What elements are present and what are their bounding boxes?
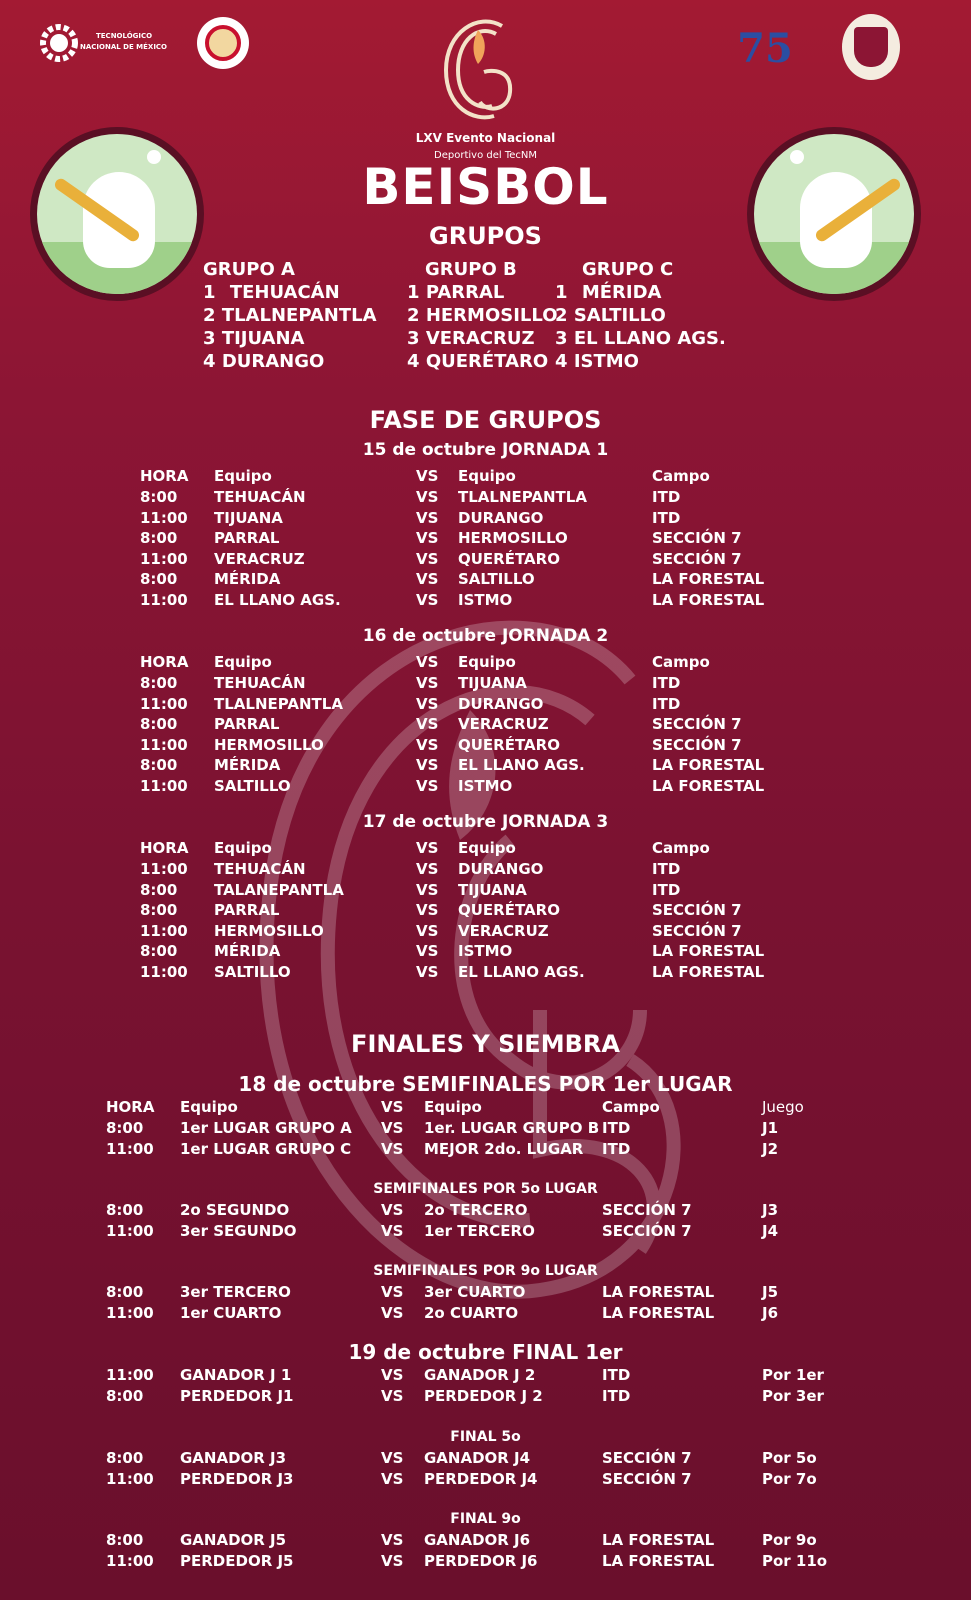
cell-vs: VS (416, 529, 439, 548)
cell-equipo2: QUERÉTARO (458, 735, 560, 754)
header-campo: Campo (652, 839, 710, 857)
cell-hora: 8:00 (140, 674, 178, 692)
day-title: 17 de octubre JORNADA 3 (362, 812, 609, 832)
team-name: HERMOSILLO (425, 305, 558, 326)
cell-equipo1: 1er CUARTO (180, 1303, 282, 1322)
group-a (203, 258, 295, 281)
cell-equipo2: 1er. LUGAR GRUPO B (424, 1119, 600, 1137)
team-number: 3 (555, 328, 568, 349)
table-row (0, 1552, 971, 1572)
team-number: 4 (407, 351, 420, 372)
team-row (407, 350, 558, 373)
header-campo: Campo (652, 653, 710, 671)
team-number: 3 (407, 328, 420, 349)
table-row (0, 1201, 971, 1221)
cell-equipo1: TLALNEPANTLA (214, 694, 343, 713)
cell-campo: LA FORESTAL (652, 942, 765, 961)
table-row (0, 881, 971, 901)
cell-equipo1: PERDEDOR J3 (180, 1469, 294, 1488)
cell-vs: VS (416, 921, 439, 940)
table-header (0, 467, 971, 487)
cell-equipo2: MEJOR 2do. LUGAR (424, 1139, 584, 1158)
lxv-emblem-icon (438, 12, 526, 124)
team-number: 2 (203, 305, 216, 326)
cell-campo: SECCIÓN 7 (652, 921, 742, 940)
team-row (203, 327, 377, 350)
cell-equipo1: GANADOR J3 (180, 1449, 287, 1467)
cell-equipo1: GANADOR J5 (180, 1531, 287, 1549)
group-name: GRUPO B (425, 259, 517, 280)
cell-equipo2: TIJUANA (458, 880, 527, 899)
cell-equipo2: QUERÉTARO (458, 549, 560, 568)
cell-equipo2: PERDEDOR J 2 (424, 1386, 543, 1405)
cell-equipo1: MÉRIDA (214, 942, 281, 961)
cell-equipo1: TEHUACÁN (214, 488, 306, 506)
header-equipo2: Equipo (458, 839, 516, 857)
cell-hora: 11:00 (140, 963, 188, 981)
cell-vs: VS (416, 777, 439, 795)
header-hora: HORA (140, 653, 189, 671)
event-line-1: LXV Evento Nacional (415, 131, 556, 145)
cell-equipo2: ISTMO (458, 942, 513, 961)
cell-vs: VS (416, 674, 439, 692)
team-number: 2 (555, 305, 568, 326)
cell-equipo1: VERACRUZ (214, 549, 305, 568)
header-hora: HORA (140, 467, 189, 485)
table-row (0, 570, 971, 590)
cell-equipo2: TLALNEPANTLA (458, 488, 587, 506)
team-name: TLALNEPANTLA (221, 305, 377, 326)
section-title: FINAL 5o (450, 1429, 521, 1445)
table-row (0, 860, 971, 880)
table-row (0, 1140, 971, 1160)
cell-vs: VS (416, 570, 439, 589)
cell-equipo1: 1er LUGAR GRUPO C (180, 1139, 352, 1158)
cell-campo: ITD (652, 508, 681, 527)
table-row (0, 591, 971, 611)
table-header (0, 653, 971, 673)
table-row (0, 1119, 971, 1139)
cell-campo: SECCIÓN 7 (652, 529, 742, 548)
cell-vs: VS (416, 860, 439, 878)
anniversary-75-logo-icon: 75 (737, 24, 793, 72)
cell-equipo2: GANADOR J4 (424, 1449, 531, 1467)
header-equipo1: Equipo (214, 839, 272, 857)
cell-juego: Por 3er (762, 1386, 824, 1405)
team-row (203, 281, 377, 304)
cell-equipo2: ISTMO (458, 591, 513, 609)
day-title: 16 de octubre JORNADA 2 (362, 626, 609, 646)
cell-campo: ITD (652, 880, 681, 899)
day-title: 19 de octubre FINAL 1er (348, 1340, 623, 1364)
cell-hora: 11:00 (106, 1221, 154, 1240)
team-row (203, 304, 377, 327)
cell-hora: 8:00 (106, 1119, 144, 1137)
cell-equipo1: TEHUACÁN (214, 860, 306, 878)
header-vs: VS (416, 467, 439, 485)
team-name: EL LLANO AGS. (573, 328, 726, 349)
cell-hora: 11:00 (140, 694, 188, 713)
cell-campo: SECCIÓN 7 (602, 1449, 692, 1467)
table-row (0, 777, 971, 797)
header-equipo2: Equipo (458, 467, 516, 485)
cell-hora: 8:00 (140, 942, 178, 961)
cell-vs: VS (381, 1469, 404, 1488)
table-row (0, 550, 971, 570)
cell-vs: VS (381, 1221, 404, 1240)
cell-equipo2: DURANGO (458, 694, 544, 713)
group-name: GRUPO A (203, 259, 295, 280)
section-title: FINAL 9o (450, 1511, 521, 1527)
header-hora: HORA (140, 839, 189, 857)
team-number: 3 (203, 328, 216, 349)
cell-vs: VS (416, 963, 439, 981)
cell-hora: 8:00 (140, 901, 178, 920)
cell-campo: SECCIÓN 7 (652, 901, 742, 920)
table-row (0, 736, 971, 756)
cell-equipo2: GANADOR J 2 (424, 1366, 536, 1384)
cell-hora: 11:00 (140, 549, 188, 568)
group-c-teams (555, 281, 726, 373)
cell-hora: 11:00 (140, 735, 188, 754)
sports-logo-icon (197, 17, 249, 69)
cell-campo: ITD (602, 1386, 631, 1405)
cell-equipo1: TEHUACÁN (214, 674, 306, 692)
cell-vs: VS (416, 880, 439, 899)
cell-hora: 11:00 (106, 1551, 154, 1570)
table-row (0, 1222, 971, 1242)
cell-campo: SECCIÓN 7 (652, 735, 742, 754)
cell-equipo1: 1er LUGAR GRUPO A (180, 1119, 352, 1137)
team-name: DURANGO (221, 351, 325, 372)
team-row (555, 350, 726, 373)
team-name: TEHUACÁN (229, 282, 340, 303)
cell-hora: 11:00 (106, 1366, 154, 1384)
table-row (0, 901, 971, 921)
cell-juego: J5 (762, 1283, 779, 1301)
cell-equipo1: PARRAL (214, 529, 280, 548)
table-row (0, 963, 971, 983)
cell-vs: VS (416, 549, 439, 568)
cell-campo: LA FORESTAL (652, 756, 765, 775)
cell-hora: 8:00 (106, 1283, 144, 1301)
cell-campo: LA FORESTAL (602, 1551, 715, 1570)
cell-juego: Por 9o (762, 1531, 817, 1549)
cell-juego: Por 11o (762, 1551, 828, 1570)
cell-hora: 11:00 (106, 1303, 154, 1322)
cell-equipo1: 3er TERCERO (180, 1283, 291, 1301)
header-equipo1: Equipo (214, 653, 272, 671)
cell-vs: VS (381, 1139, 404, 1158)
table-row (0, 1470, 971, 1490)
cell-vs: VS (416, 735, 439, 754)
page-title: BEISBOL (362, 158, 609, 216)
table-header (0, 1098, 971, 1118)
header-vs: VS (416, 839, 439, 857)
groups-title: GRUPOS (429, 222, 542, 250)
team-row (555, 304, 726, 327)
team-number: 1 (407, 282, 420, 303)
cell-vs: VS (381, 1366, 404, 1384)
team-name: SALTILLO (573, 305, 666, 326)
table-row (0, 1366, 971, 1386)
cell-campo: LA FORESTAL (652, 591, 765, 609)
table-row (0, 922, 971, 942)
cell-juego: J2 (762, 1139, 779, 1158)
cell-hora: 11:00 (106, 1139, 154, 1158)
cell-hora: 8:00 (140, 880, 178, 899)
cell-vs: VS (381, 1119, 404, 1137)
header-vs: VS (416, 653, 439, 671)
team-name: VERACRUZ (425, 328, 535, 349)
cell-equipo2: PERDEDOR J6 (424, 1551, 538, 1570)
table-header (0, 839, 971, 859)
team-number: 1 (203, 282, 216, 303)
cell-equipo2: HERMOSILLO (458, 529, 568, 548)
cell-equipo2: EL LLANO AGS. (458, 963, 585, 981)
cell-equipo1: MÉRIDA (214, 570, 281, 589)
header-equipo1: Equipo (214, 467, 272, 485)
cell-equipo2: 1er TERCERO (424, 1221, 535, 1240)
event-line-2: Deportivo del TecNM (434, 150, 537, 161)
cell-campo: SECCIÓN 7 (652, 715, 742, 734)
cell-equipo2: QUERÉTARO (458, 901, 560, 920)
cell-campo: LA FORESTAL (602, 1283, 715, 1301)
cell-campo: ITD (602, 1139, 631, 1158)
cell-juego: J6 (762, 1303, 779, 1322)
cell-vs: VS (416, 756, 439, 775)
cell-equipo2: 2o TERCERO (424, 1201, 528, 1219)
cell-equipo1: PARRAL (214, 901, 280, 920)
cell-hora: 8:00 (140, 488, 178, 506)
group-a-teams (203, 281, 377, 373)
tecnm-logo (40, 16, 180, 70)
cell-equipo2: PERDEDOR J4 (424, 1469, 538, 1488)
header-hora: HORA (106, 1098, 155, 1116)
cell-vs: VS (381, 1303, 404, 1322)
table-row (0, 695, 971, 715)
cell-equipo1: GANADOR J 1 (180, 1366, 292, 1384)
university-seal-icon (842, 14, 900, 80)
table-row (0, 1387, 971, 1407)
table-row (0, 756, 971, 776)
table-row (0, 1283, 971, 1303)
cell-campo: ITD (652, 860, 681, 878)
group-c (582, 258, 673, 281)
finals-title: FINALES Y SIEMBRA (351, 1030, 620, 1058)
table-row (0, 488, 971, 508)
header-equipo2: Equipo (458, 653, 516, 671)
cell-juego: Por 7o (762, 1469, 817, 1488)
cell-hora: 8:00 (106, 1386, 144, 1405)
cell-equipo1: 3er SEGUNDO (180, 1221, 297, 1240)
tecnm-logo-line-2: NACIONAL DE MÉXICO (80, 43, 168, 51)
cell-campo: ITD (652, 694, 681, 713)
cell-hora: 8:00 (140, 756, 178, 775)
table-row (0, 1304, 971, 1324)
cell-vs: VS (381, 1201, 404, 1219)
cell-vs: VS (381, 1283, 404, 1301)
team-number: 2 (407, 305, 420, 326)
cell-equipo2: SALTILLO (458, 570, 535, 589)
cell-vs: VS (416, 508, 439, 527)
team-name: MÉRIDA (581, 282, 662, 303)
cell-vs: VS (416, 488, 439, 506)
cell-hora: 11:00 (140, 591, 188, 609)
team-name: ISTMO (573, 351, 639, 372)
cell-hora: 11:00 (140, 921, 188, 940)
cell-juego: J3 (762, 1201, 779, 1219)
group-phase-title: FASE DE GRUPOS (369, 406, 602, 434)
team-name: QUERÉTARO (425, 351, 549, 372)
table-row (0, 529, 971, 549)
cell-hora: 11:00 (140, 508, 188, 527)
team-row (203, 350, 377, 373)
header-vs: VS (381, 1098, 404, 1116)
cell-equipo2: ISTMO (458, 777, 513, 795)
cell-juego: J1 (762, 1119, 779, 1137)
header-juego: Juego (762, 1098, 804, 1116)
cell-hora: 8:00 (106, 1531, 144, 1549)
cell-equipo2: EL LLANO AGS. (458, 756, 585, 775)
cell-equipo1: TALANEPANTLA (214, 880, 344, 899)
cell-campo: ITD (602, 1119, 631, 1137)
cell-hora: 11:00 (106, 1469, 154, 1488)
cell-equipo1: PARRAL (214, 715, 280, 734)
cell-vs: VS (416, 591, 439, 609)
cell-hora: 11:00 (140, 777, 188, 795)
cell-vs: VS (416, 942, 439, 961)
cell-equipo2: GANADOR J6 (424, 1531, 531, 1549)
cell-vs: VS (416, 901, 439, 920)
table-row (0, 1449, 971, 1469)
cell-equipo1: HERMOSILLO (214, 735, 324, 754)
cell-campo: LA FORESTAL (652, 963, 765, 981)
cell-vs: VS (381, 1531, 404, 1549)
cell-vs: VS (416, 694, 439, 713)
cell-hora: 11:00 (140, 860, 188, 878)
table-row (0, 942, 971, 962)
cell-equipo1: SALTILLO (214, 777, 291, 795)
cell-campo: LA FORESTAL (652, 777, 765, 795)
cell-juego: Por 5o (762, 1449, 817, 1467)
cell-vs: VS (381, 1449, 404, 1467)
cell-campo: LA FORESTAL (602, 1303, 715, 1322)
cell-equipo2: 2o CUARTO (424, 1303, 519, 1322)
cell-equipo1: PERDEDOR J5 (180, 1551, 294, 1570)
cell-hora: 8:00 (106, 1449, 144, 1467)
cell-campo: SECCIÓN 7 (602, 1201, 692, 1219)
tecnm-logo-line-1: TECNOLÓGICO (96, 32, 153, 40)
cell-vs: VS (416, 715, 439, 734)
header-campo: Campo (602, 1098, 660, 1116)
cell-equipo1: HERMOSILLO (214, 921, 324, 940)
header-equipo2: Equipo (424, 1098, 482, 1116)
team-number: 4 (555, 351, 568, 372)
group-b-teams (407, 281, 558, 373)
table-row (0, 674, 971, 694)
cell-hora: 8:00 (140, 715, 178, 734)
header-campo: Campo (652, 467, 710, 485)
team-row (407, 304, 558, 327)
table-row (0, 715, 971, 735)
group-name: GRUPO C (582, 259, 674, 280)
gear-logo-icon (40, 16, 78, 70)
cell-equipo2: VERACRUZ (458, 715, 549, 734)
cell-campo: LA FORESTAL (602, 1531, 715, 1549)
table-row (0, 1531, 971, 1551)
cell-campo: LA FORESTAL (652, 570, 765, 589)
day-title: 18 de octubre SEMIFINALES POR 1er LUGAR (238, 1072, 733, 1096)
team-row (407, 281, 558, 304)
cell-vs: VS (381, 1551, 404, 1570)
cell-campo: SECCIÓN 7 (652, 549, 742, 568)
team-row (555, 281, 726, 304)
section-title: SEMIFINALES POR 5o LUGAR (373, 1181, 598, 1197)
cell-hora: 8:00 (140, 570, 178, 589)
table-row (0, 509, 971, 529)
cell-equipo2: 3er CUARTO (424, 1283, 526, 1301)
cell-equipo1: MÉRIDA (214, 756, 281, 775)
cell-campo: ITD (652, 488, 681, 506)
cell-campo: SECCIÓN 7 (602, 1221, 692, 1240)
cell-equipo1: EL LLANO AGS. (214, 591, 341, 609)
cell-equipo1: SALTILLO (214, 963, 291, 981)
team-name: PARRAL (425, 282, 505, 303)
header-equipo1: Equipo (180, 1098, 238, 1116)
cell-equipo1: TIJUANA (214, 508, 283, 527)
cell-equipo2: DURANGO (458, 508, 544, 527)
cell-equipo1: 2o SEGUNDO (180, 1201, 290, 1219)
team-row (407, 327, 558, 350)
group-b (425, 258, 517, 281)
cell-equipo1: PERDEDOR J1 (180, 1386, 294, 1405)
team-row (555, 327, 726, 350)
day-title: 15 de octubre JORNADA 1 (362, 440, 609, 460)
cell-vs: VS (381, 1386, 404, 1405)
cell-equipo2: TIJUANA (458, 674, 527, 692)
cell-campo: ITD (602, 1366, 631, 1384)
cell-hora: 8:00 (140, 529, 178, 548)
cell-campo: SECCIÓN 7 (602, 1469, 692, 1488)
cell-equipo2: DURANGO (458, 860, 544, 878)
team-name: TIJUANA (221, 328, 305, 349)
cell-juego: J4 (762, 1221, 779, 1240)
cell-campo: ITD (652, 674, 681, 692)
team-number: 1 (555, 282, 568, 303)
section-title: SEMIFINALES POR 9o LUGAR (373, 1263, 598, 1279)
cell-hora: 8:00 (106, 1201, 144, 1219)
team-number: 4 (203, 351, 216, 372)
cell-equipo2: VERACRUZ (458, 921, 549, 940)
cell-juego: Por 1er (762, 1366, 824, 1384)
